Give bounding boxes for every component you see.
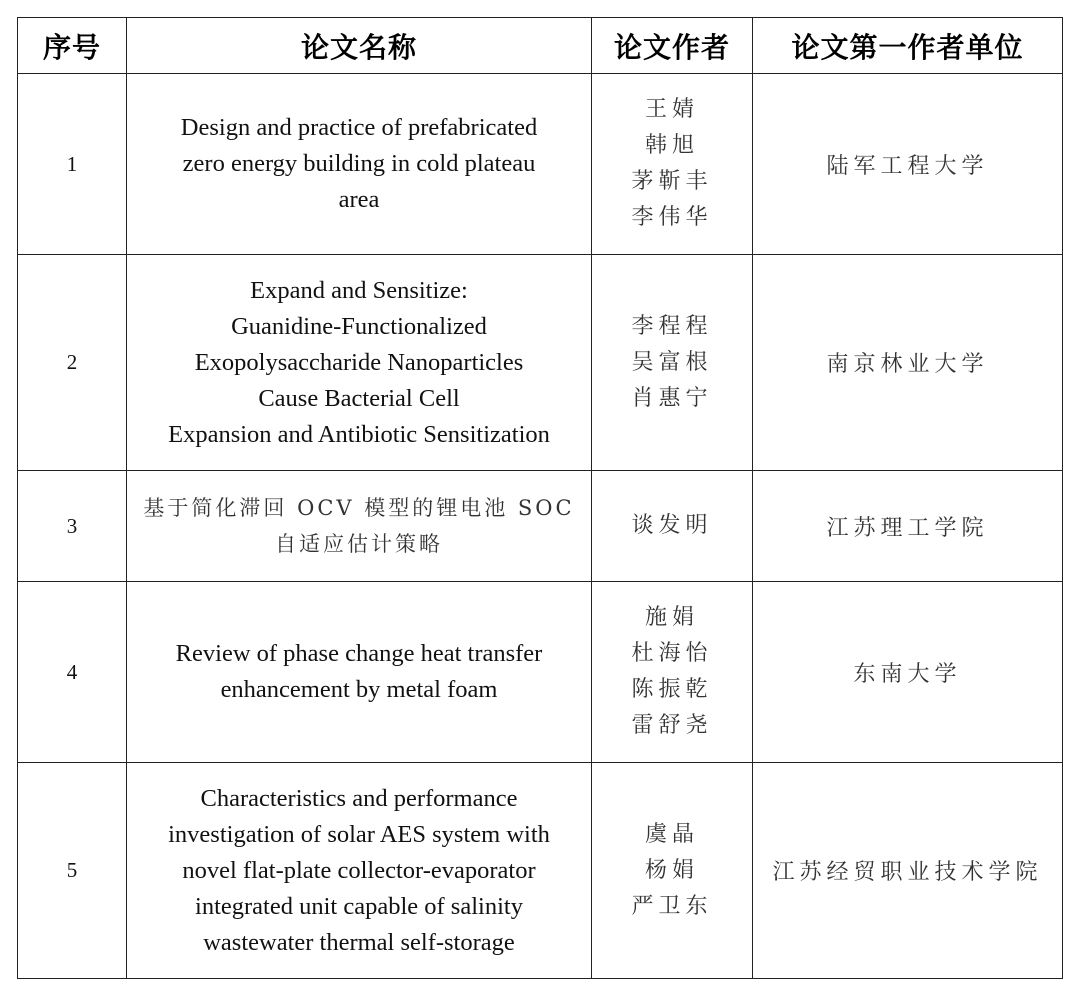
author-name: 陈振乾: [631, 677, 713, 702]
title-line: Expand and Sensitize:: [250, 276, 468, 304]
title-line: enhancement by metal foam: [220, 676, 498, 703]
row-index: 2: [18, 255, 127, 471]
table-row: [18, 763, 1063, 979]
paper-title: [127, 582, 592, 763]
title-line: area: [338, 186, 380, 213]
author-name: 王婧: [644, 97, 699, 122]
author-name: 雷舒尧: [631, 713, 713, 738]
title-line: Characteristics and performance: [200, 784, 518, 812]
table-row: [18, 74, 1063, 255]
author-name: 杨娟: [644, 857, 699, 883]
header-title: 论文名称: [127, 18, 592, 74]
first-author-unit: 南京林业大学: [753, 255, 1063, 471]
table-row: [18, 471, 1063, 582]
paper-authors: [592, 471, 753, 582]
title-line: Guanidine-Functionalized: [231, 312, 487, 340]
title-line: wastewater thermal self-storage: [203, 928, 515, 956]
header-authors: 论文作者: [592, 18, 753, 74]
row-index: 3: [18, 471, 127, 582]
row-index: 4: [18, 582, 127, 763]
paper-authors: [592, 582, 753, 763]
header-unit: 论文第一作者单位: [753, 18, 1063, 74]
table-row: [18, 582, 1063, 763]
header-row: [18, 18, 1063, 74]
author-name: 李程程: [631, 313, 713, 339]
paper-title: [127, 471, 592, 582]
title-line: investigation of solar AES system with: [168, 820, 550, 848]
author-name: 吴富根: [631, 349, 713, 375]
table-row: [18, 255, 1063, 471]
author-name: 严卫东: [631, 893, 713, 919]
first-author-unit: 东南大学: [753, 582, 1063, 763]
title-line: zero energy building in cold plateau: [182, 150, 536, 177]
title-line: 自适应估计策略: [275, 532, 443, 556]
first-author-unit: 陆军工程大学: [753, 74, 1063, 255]
author-name: 茅靳丰: [631, 169, 713, 194]
row-index: 1: [18, 74, 127, 255]
first-author-unit: 江苏经贸职业技术学院: [753, 763, 1063, 979]
author-name: 杜海怡: [631, 641, 713, 666]
author-name: 虞晶: [644, 821, 699, 847]
title-line: Exopolysaccharide Nanoparticles: [194, 348, 524, 376]
author-name: 谈发明: [631, 513, 713, 538]
title-line: Review of phase change heat transfer: [175, 640, 543, 667]
title-line: Cause Bacterial Cell: [258, 384, 460, 412]
title-line: Design and practice of prefabricated: [180, 114, 538, 141]
first-author-unit: 江苏理工学院: [753, 471, 1063, 582]
paper-authors: [592, 255, 753, 471]
title-line: Expansion and Antibiotic Sensitization: [168, 420, 550, 448]
title-line: 基于简化滞回 OCV 模型的锂电池 SOC: [143, 496, 575, 520]
paper-authors: [592, 74, 753, 255]
author-name: 李伟华: [631, 205, 713, 230]
author-name: 肖惠宁: [631, 385, 713, 411]
paper-title: [127, 763, 592, 979]
paper-title: [127, 255, 592, 471]
papers-table: [17, 17, 1063, 979]
author-name: 施娟: [644, 605, 699, 630]
title-line: integrated unit capable of salinity: [195, 892, 523, 920]
title-line: novel flat-plate collector-evaporator: [182, 856, 536, 884]
author-name: 韩旭: [644, 133, 699, 158]
header-index: 序号: [18, 18, 127, 74]
paper-authors: [592, 763, 753, 979]
paper-title: [127, 74, 592, 255]
row-index: 5: [18, 763, 127, 979]
